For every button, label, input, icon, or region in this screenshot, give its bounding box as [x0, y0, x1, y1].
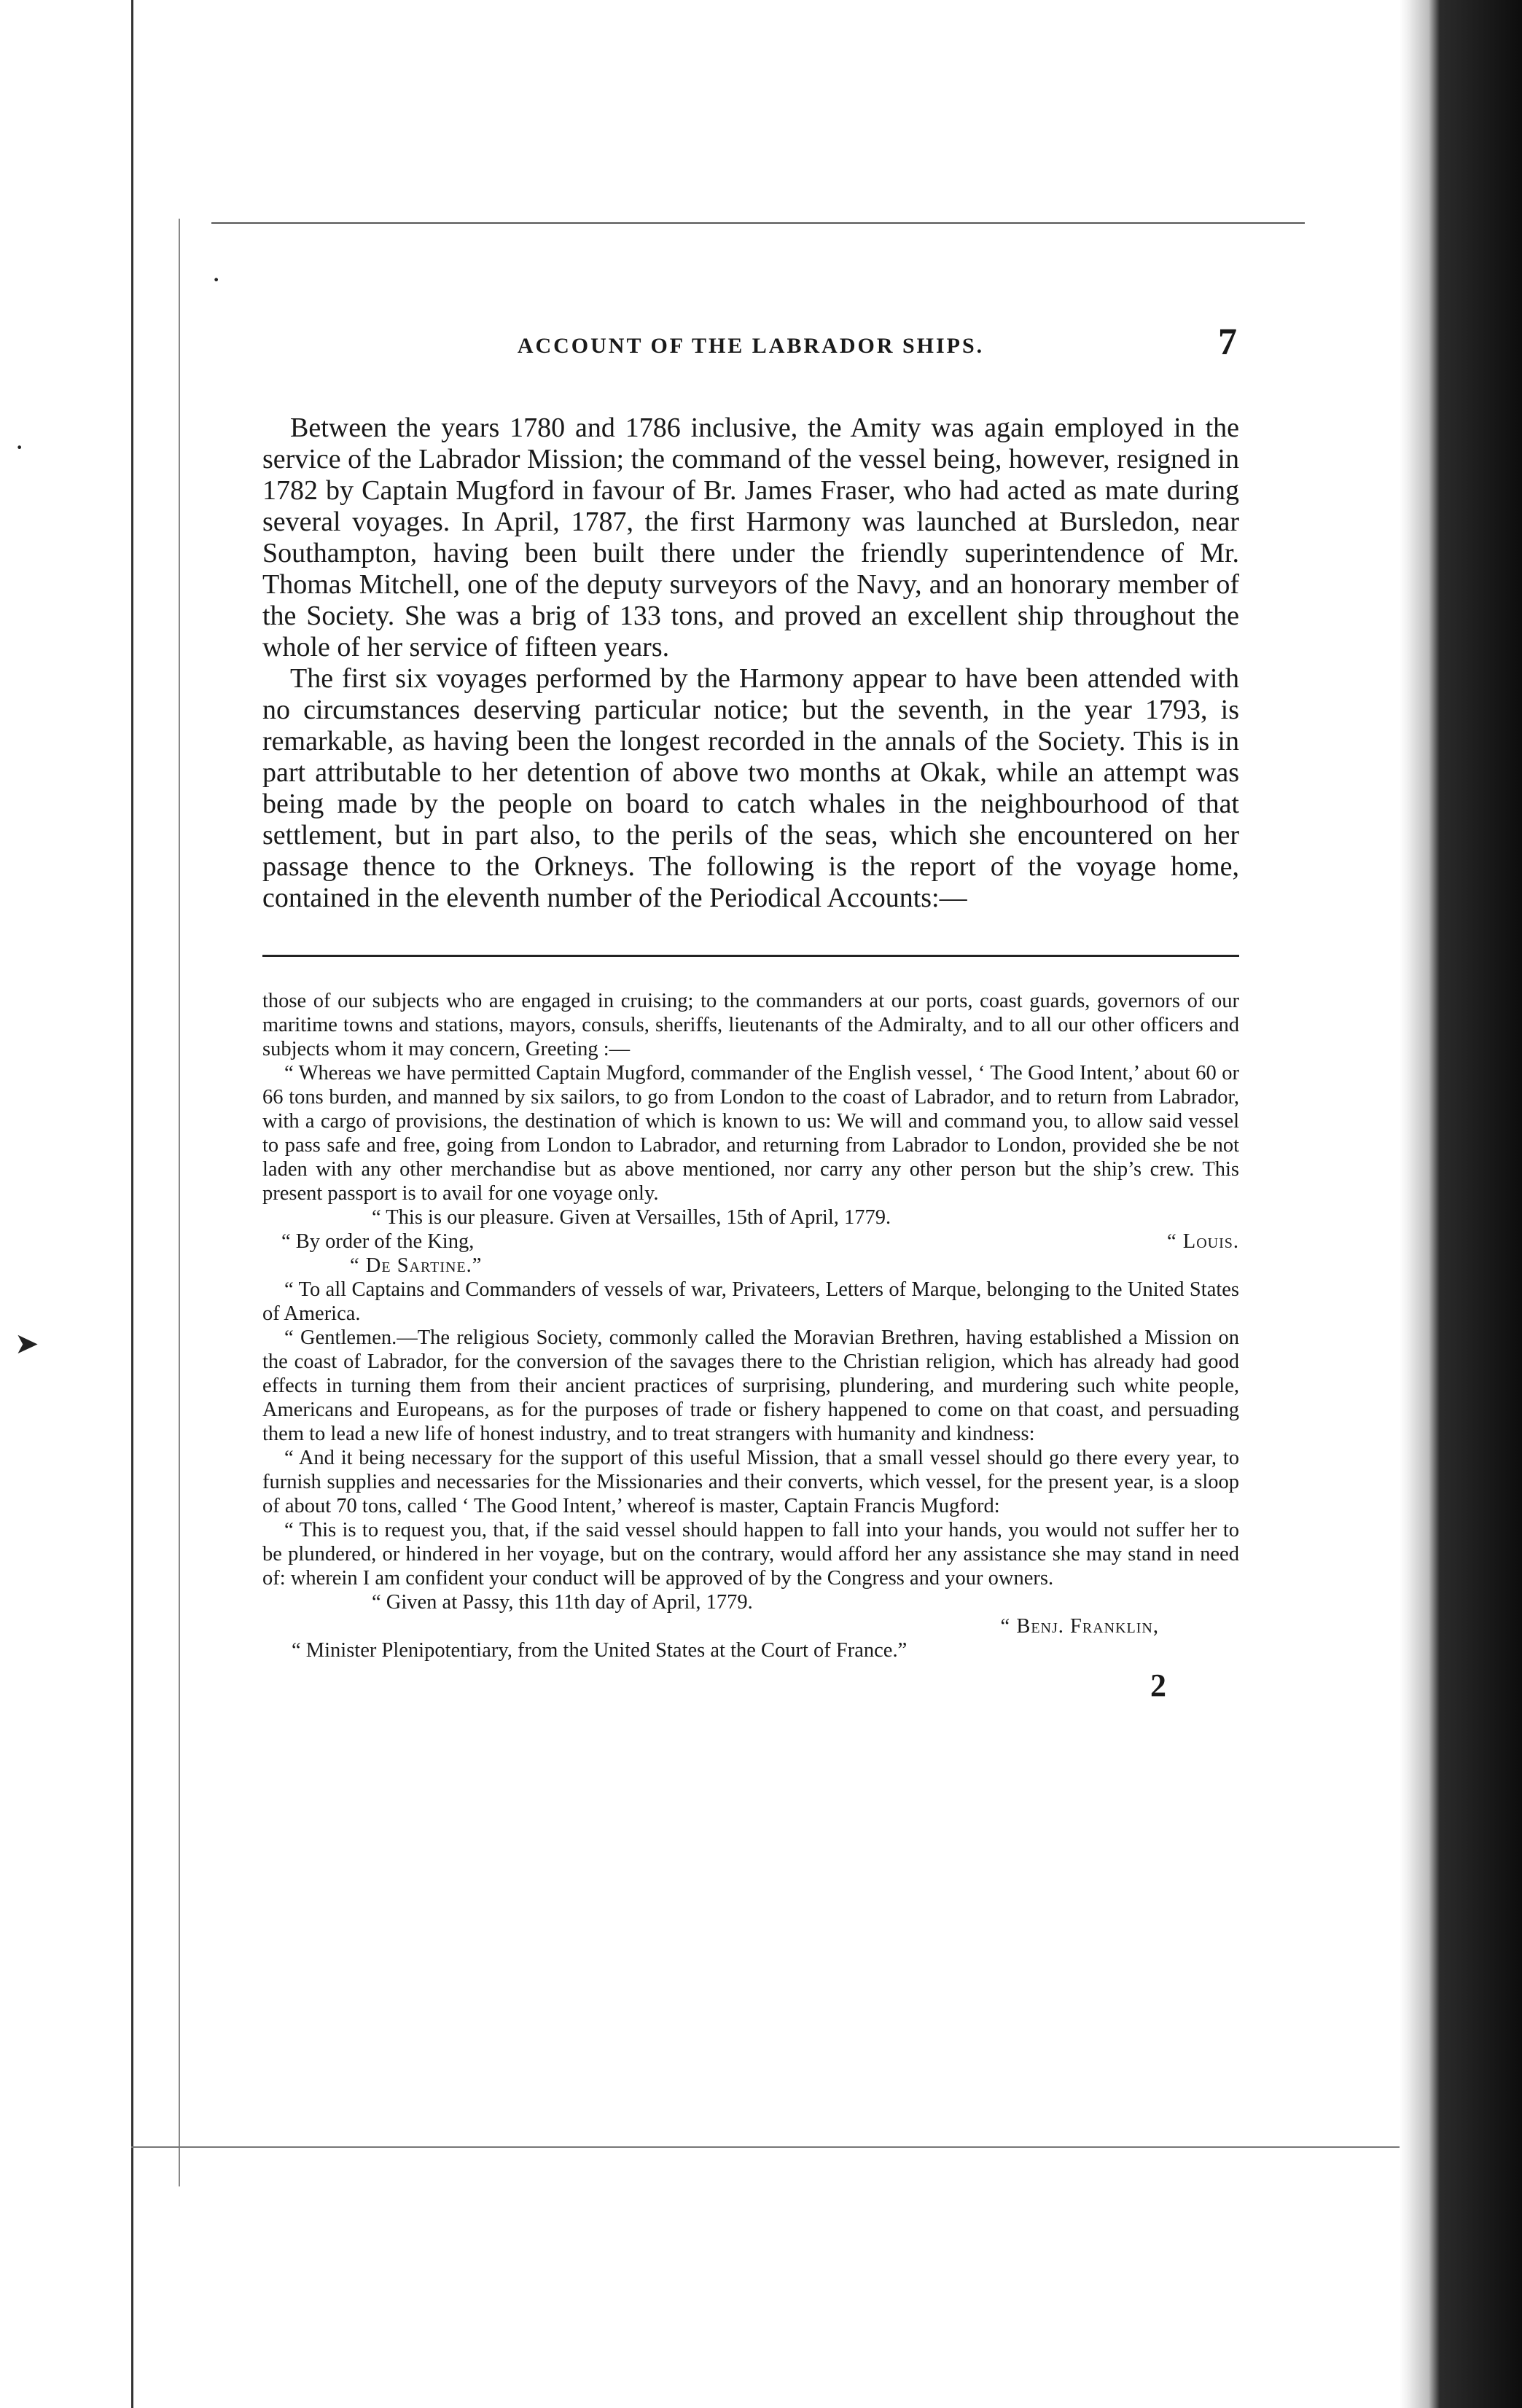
signature-mark: 2: [1150, 1668, 1166, 1703]
page-number: 7: [1218, 321, 1239, 363]
king-signature: “ Louis.: [1167, 1230, 1239, 1253]
scan-speck: ·: [211, 263, 222, 296]
main-text: [262, 413, 1239, 914]
book-page: [262, 321, 1239, 1704]
paragraph: Between the years 1780 and 1786 inclusive, the Amity was again employed in the service of the Labrador Mission; the command of the vessel being, however, resigned in 1782 by Captain Mugford in favour of Br. James Fraser, who had acted as mate during several voyages. In April, 1787, the first Harmony was launched at Bursledon, near Southampton, having been built there under the friendly superintendence of Mr. Thomas Mitchell, one of the deputy surveyors of the Navy, and an honorary member of the Society. She was a brig of 133 tons, and proved an excellent ship throughout the whole of her service of fifteen years.: [262, 413, 1239, 662]
scan-edge-right: [1400, 0, 1522, 2408]
franklin-address: “ To all Captains and Commanders of vessels of war, Privateers, Letters of Marque, belonging to the United States of America.: [262, 1278, 1239, 1325]
passport-signature-line: [262, 1230, 1239, 1254]
footnote: [262, 989, 1239, 1662]
scan-speck: ·: [15, 431, 25, 464]
running-head: [262, 321, 1239, 378]
franklin-title: “ Minister Plenipotentiary, from the United States at the Court of France.”: [292, 1639, 908, 1662]
scan-speck: ➤: [15, 1327, 39, 1360]
passport-intro: those of our subjects who are engaged in cruising; to the commanders at our ports, coast guards, governors of our maritime towns and stations, mayors, consuls, sheriffs, lieutenants of the Admiralty, and to all our other officers and subjects whom it may concern, Greeting :—: [262, 990, 1239, 1060]
footnote-divider: [262, 955, 1239, 957]
by-order: “ By order of the King,: [281, 1230, 475, 1253]
scan-bottom-rule: [131, 2146, 1400, 2148]
passport-dated: “ This is our pleasure. Given at Versailles, 15th of April, 1779.: [372, 1206, 891, 1229]
scan-edge-inner: [179, 219, 180, 2186]
paragraph: The first six voyages performed by the Harmony appear to have been attended with no circumstances deserving particular notice; but the seventh, in the year 1793, is remarkable, as having been the longest recorded in the annals of the Society. This is in part attributable to her detention of above two months at Okak, while an attempt was being made by the people on board to catch whales in the neighbourhood of that settlement, but in part also, to the perils of the seas, which she encountered on her passage thence to the Orkneys. The following is the report of the voyage home, contained in the eleventh number of the Periodical Accounts:—: [262, 663, 1239, 913]
scan-top-rule: [211, 222, 1305, 224]
franklin-body: “ Gentlemen.—The religious Society, commonly called the Moravian Brethren, having established a Mission on the coast of Labrador, for the conversion of the savages there to the Christian religion, which has already had good effects in turning them from their ancient practices of surprising, plundering, and murdering such white people, Americans and Europeans, as for the purposes of trade or fishery happened to come on that coast, and persuading them to lead a new life of honest industry, and to treat strangers with humanity and kindness:: [262, 1326, 1239, 1445]
passport-body: “ Whereas we have permitted Captain Mugford, commander of the English vessel, ‘ The Good Intent,’ about 60 or 66 tons burden, and manned by six sailors, to go from London to the coast of Labrador, and to return from Labrador, with a cargo of provisions, the destination of which is known to us: We will and command you, to allow said vessel to pass safe and free, going from London to Labrador, and returning from Labrador to London, provided she be not laden with any other merchandise but as above mentioned, nor carry any other person but the ship’s crew. This present passport is to avail for one voyage only.: [262, 1062, 1239, 1205]
scan-edge-left: [131, 0, 133, 2408]
running-title: ACCOUNT OF THE LABRADOR SHIPS.: [517, 334, 985, 358]
franklin-body: “ This is to request you, that, if the said vessel should happen to fall into your hands, you would not suffer her to be plundered, or hindered in her voyage, but on the contrary, would afford her any assistance she may stand in need of: wherein I am confident your conduct will be approved of by the Congress and your owners.: [262, 1519, 1239, 1590]
minister-signature: “ De Sartine.”: [350, 1254, 483, 1277]
franklin-dated: “ Given at Passy, this 11th day of April, 1779.: [372, 1591, 753, 1614]
franklin-signature: “ Benj. Franklin,: [1000, 1615, 1159, 1638]
franklin-body: “ And it being necessary for the support of this useful Mission, that a small vessel should go there every year, to furnish supplies and necessaries for the Missionaries and their converts, which vessel, for the present year, is a sloop of about 70 tons, called ‘ The Good Intent,’ whereof is master, Captain Francis Mugford:: [262, 1447, 1239, 1517]
